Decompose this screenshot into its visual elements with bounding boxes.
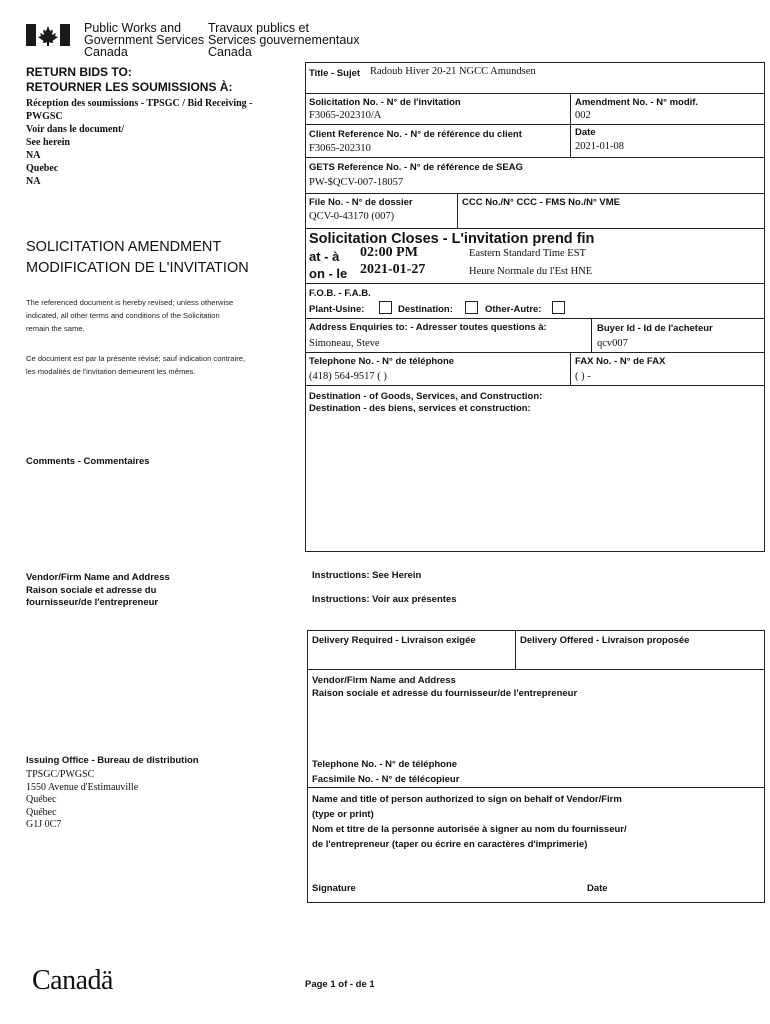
telephone-value: (418) 564-9517 ( )	[309, 371, 387, 382]
issuing-address-line: Québec	[26, 806, 57, 818]
revised-notice-line: les modalités de l'invitation demeurent les mêmes.	[26, 367, 196, 376]
vendor-name-address-fr: Raison sociale et adresse du fournisseur/de l'entrepreneur	[312, 688, 578, 699]
address-enquiries-label: Address Enquiries to: - Adresser toutes questions à:	[309, 322, 547, 333]
revised-notice-line: remain the same.	[26, 324, 85, 333]
issuing-address-line: TPSGC/PWGSC	[26, 769, 95, 780]
client-ref-value: F3065-202310	[309, 143, 371, 154]
signature-label: Signature	[312, 883, 356, 894]
solicitation-no-value: F3065-202310/A	[309, 110, 382, 121]
department-name-fr-line1: Travaux publics et	[208, 21, 309, 35]
vendor-firm-line: Vendor/Firm Name and Address	[26, 572, 170, 583]
destination-label: Destination:	[398, 304, 453, 315]
solicitation-no-label: Solicitation No. - N° de l'invitation	[309, 97, 461, 108]
department-name-en-line2: Government Services	[84, 33, 205, 47]
destination-goods-en: Destination - of Goods, Services, and Construction:	[309, 391, 543, 402]
issuing-address-line: 1550 Avenue d'Estimauville	[26, 781, 139, 793]
revised-notice-fr	[26, 352, 245, 378]
department-name-en-line1: Public Works and	[84, 21, 182, 35]
timezone-fr: Heure Normale du l'Est HNE	[469, 266, 593, 277]
ccc-no-label: CCC No./N° CCC - FMS No./N° VME	[462, 197, 621, 208]
authorized-person-line: (type or print)	[312, 809, 374, 820]
vendor-name-address-en: Vendor/Firm Name and Address	[312, 675, 456, 686]
title-label: Title - Sujet	[309, 68, 361, 79]
other-autre-checkbox[interactable]	[552, 301, 565, 314]
return-address-line: NA	[26, 150, 41, 161]
destination-goods-label	[309, 391, 542, 415]
department-name-en	[84, 22, 204, 58]
instructions-en: Instructions: See Herein	[312, 570, 422, 581]
canada-wordmark: Canadä	[32, 965, 113, 996]
revised-notice-line: Ce document est par la présente révisé; sauf indication contraire,	[26, 354, 246, 363]
department-name-fr-line2: Services gouvernementaux	[208, 33, 360, 47]
destination-checkbox[interactable]	[465, 301, 478, 314]
solicitation-closes-label: Solicitation Closes - L'invitation prend fin	[309, 231, 595, 247]
delivery-offered-label: Delivery Offered - Livraison proposée	[520, 635, 690, 646]
vendor-facsimile-label: Facsimile No. - N° de télécopieur	[312, 774, 460, 785]
date-value: 2021-01-08	[575, 141, 624, 152]
issuing-office-address	[26, 769, 138, 832]
telephone-label: Telephone No. - N° de téléphone	[309, 356, 455, 367]
return-bids-heading	[26, 65, 232, 95]
client-ref-label: Client Reference No. - N° de référence du client	[309, 129, 522, 140]
destination-goods-fr: Destination - des biens, services et construction:	[309, 403, 531, 414]
plant-usine-checkbox[interactable]	[379, 301, 392, 314]
authorized-person-line: Name and title of person authorized to sign on behalf of Vendor/Firm	[312, 794, 622, 805]
authorized-person-line: Nom et titre de la personne autorisée à signer au nom du fournisseur/	[312, 824, 627, 835]
fax-label: FAX No. - N° de FAX	[575, 356, 666, 367]
amendment-title	[26, 237, 249, 279]
gets-ref-label: GETS Reference No. - N° de référence de SEAG	[309, 162, 523, 173]
department-name-fr-line3: Canada	[208, 45, 252, 59]
delivery-required-label: Delivery Required - Livraison exigée	[312, 635, 476, 646]
authorized-person-line: de l'entrepreneur (taper ou écrire en caractères d'imprimerie)	[312, 839, 588, 850]
return-address-line: PWGSC	[26, 111, 63, 122]
closing-time-value: 02:00 PM	[360, 245, 418, 260]
amendment-no-label: Amendment No. - N° modif.	[575, 97, 699, 108]
amendment-no-value: 002	[575, 110, 591, 121]
date-label: Date	[575, 127, 596, 138]
other-autre-label: Other-Autre:	[485, 304, 542, 315]
vendor-name-address-label	[312, 674, 577, 700]
vendor-firm-line: Raison sociale et adresse du	[26, 584, 157, 596]
return-address-line: NA	[26, 176, 41, 187]
gets-ref-value: PW-$QCV-007-18057	[309, 177, 404, 188]
signature-date-label: Date	[587, 883, 608, 894]
buyer-id-value: qcv007	[597, 338, 628, 349]
return-address-line: Voir dans le document/	[26, 124, 125, 135]
plant-usine-label: Plant-Usine:	[309, 304, 365, 315]
issuing-office-label: Issuing Office - Bureau de distribution	[26, 755, 199, 766]
closing-date-value: 2021-01-27	[360, 262, 426, 277]
department-name-en-line3: Canada	[84, 45, 128, 59]
at-label: at - à	[309, 249, 340, 264]
amendment-title-fr: MODIFICATION DE L'INVITATION	[26, 260, 249, 276]
revised-notice-en	[26, 296, 233, 335]
instructions-fr: Instructions: Voir aux présentes	[312, 594, 457, 605]
title-value: Radoub Hiver 20-21 NGCC Amundsen	[370, 66, 536, 77]
return-bids-fr: RETOURNER LES SOUMISSIONS À:	[26, 80, 233, 94]
page-number: Page 1 of - de 1	[305, 979, 375, 990]
buyer-id-label: Buyer Id - Id de l'acheteur	[597, 323, 713, 334]
vendor-firm-label	[26, 572, 170, 610]
address-enquiries-value: Simoneau, Steve	[309, 338, 380, 349]
file-no-label: File No. - N° de dossier	[309, 197, 413, 208]
fob-label: F.O.B. - F.A.B.	[309, 288, 371, 299]
department-name-fr	[208, 22, 359, 58]
issuing-address-line: Québec	[26, 794, 57, 805]
vendor-firm-line: fournisseur/de l'entrepreneur	[26, 597, 159, 608]
return-address-line: See herein	[26, 137, 70, 148]
authorized-person-label	[312, 792, 627, 852]
return-address-line: Quebec	[26, 163, 59, 174]
issuing-address-line: G1J 0C7	[26, 819, 62, 830]
return-address	[26, 97, 253, 188]
vendor-telephone-label: Telephone No. - N° de téléphone	[312, 759, 458, 770]
on-label: on - le	[309, 266, 348, 281]
comments-label: Comments - Commentaires	[26, 456, 150, 467]
fax-value: ( ) -	[575, 371, 591, 382]
file-no-value: QCV-0-43170 (007)	[309, 211, 395, 222]
revised-notice-line: indicated, all other terms and conditions of the Solicitation	[26, 311, 220, 320]
revised-notice-line: The referenced document is hereby revised; unless otherwise	[26, 298, 234, 307]
amendment-title-en: SOLICITATION AMENDMENT	[26, 239, 222, 255]
return-bids-en: RETURN BIDS TO:	[26, 65, 132, 79]
return-address-line: Réception des soumissions - TPSGC / Bid Receiving -	[26, 98, 253, 109]
timezone-en: Eastern Standard Time EST	[469, 248, 586, 259]
government-flag-logo	[26, 24, 70, 46]
